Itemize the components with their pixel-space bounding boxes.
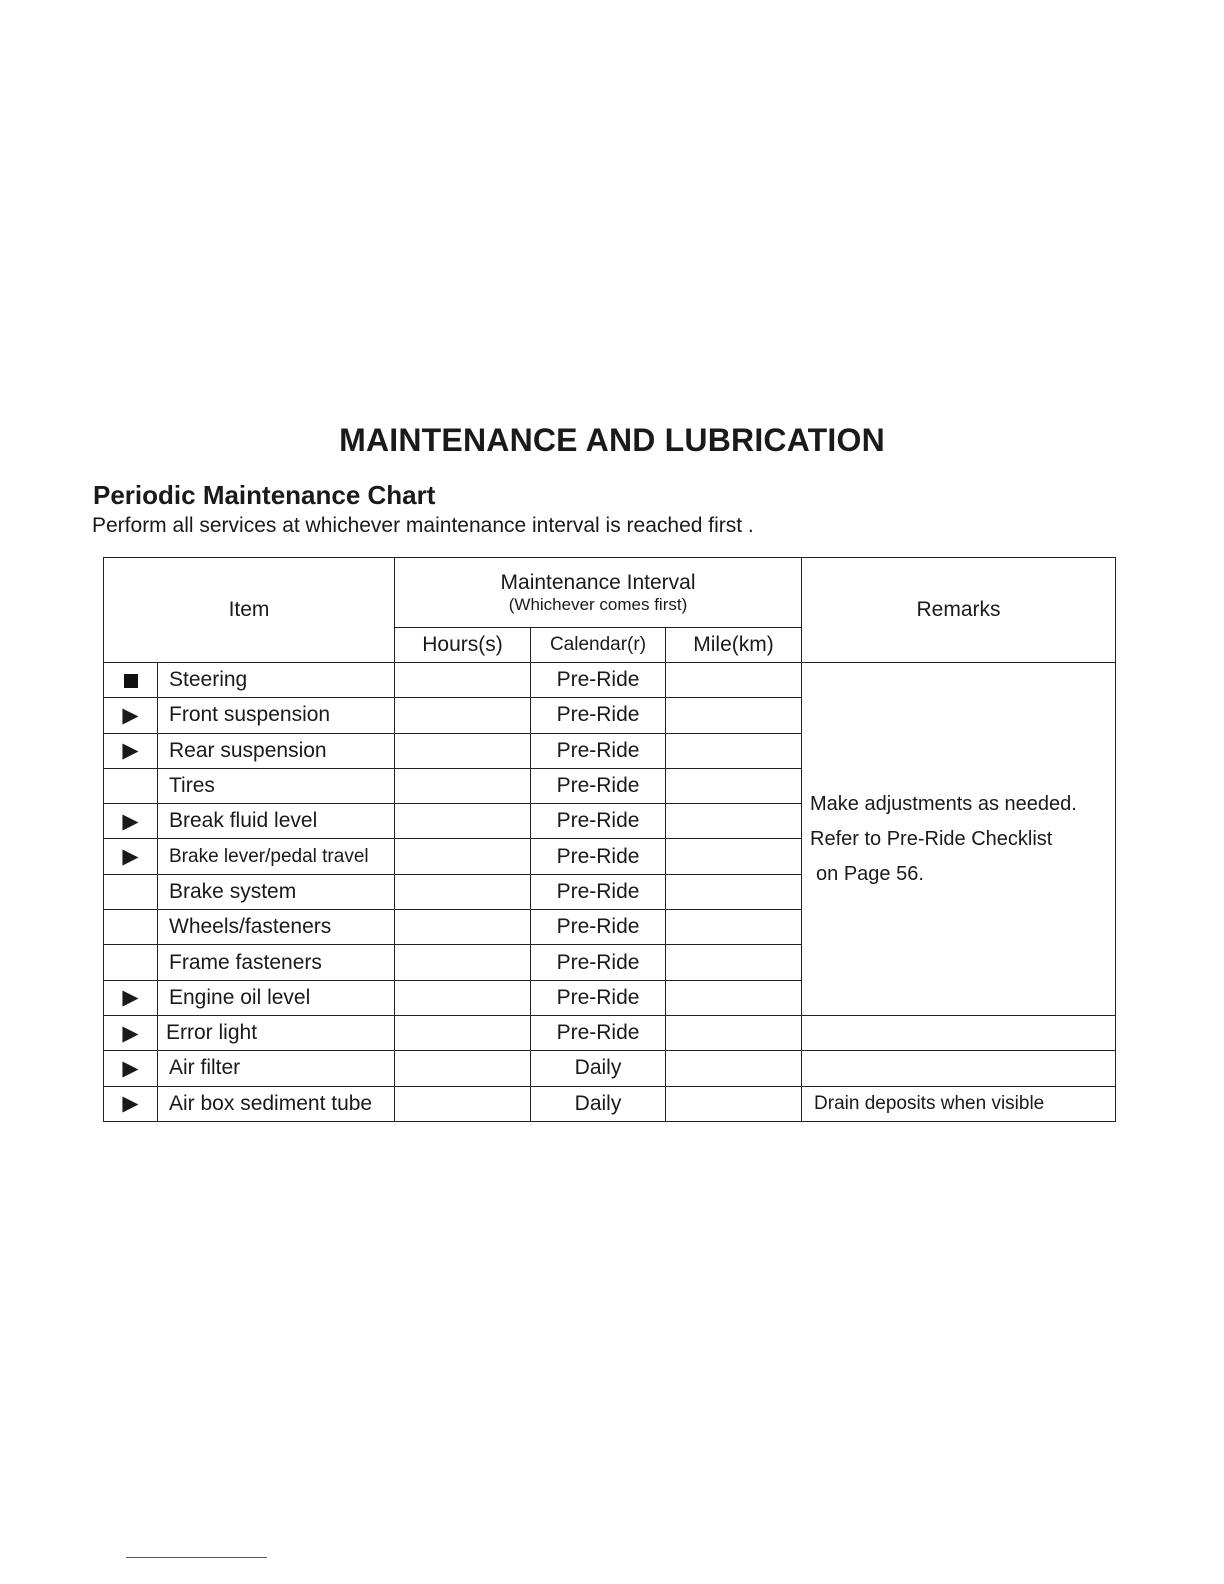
row-symbol xyxy=(104,663,158,698)
row-hours xyxy=(395,698,531,733)
row-calendar: Pre-Ride xyxy=(531,980,666,1015)
row-calendar: Pre-Ride xyxy=(531,945,666,980)
triangle-icon: ▶ xyxy=(104,1086,158,1121)
row-mile xyxy=(666,733,802,768)
row-calendar: Daily xyxy=(531,1051,666,1086)
row-hours xyxy=(395,1086,531,1121)
header-item: Item xyxy=(104,558,395,663)
row-symbol xyxy=(104,768,158,803)
row-mile xyxy=(666,980,802,1015)
row-item: Engine oil level xyxy=(158,980,395,1015)
square-icon xyxy=(124,674,138,688)
row-mile xyxy=(666,839,802,874)
header-hours: Hours(s) xyxy=(395,628,531,663)
triangle-icon: ▶ xyxy=(104,1051,158,1086)
triangle-icon: ▶ xyxy=(104,804,158,839)
row-hours xyxy=(395,980,531,1015)
row-mile xyxy=(666,874,802,909)
header-calendar: Calendar(r) xyxy=(531,628,666,663)
row-item: Wheels/fasteners xyxy=(158,910,395,945)
row-item: Steering xyxy=(158,663,395,698)
row-item: Frame fasteners xyxy=(158,945,395,980)
triangle-icon: ▶ xyxy=(104,839,158,874)
table-row xyxy=(104,663,1116,698)
row-mile xyxy=(666,698,802,733)
table-row xyxy=(104,1086,1116,1121)
row-calendar: Pre-Ride xyxy=(531,768,666,803)
row-calendar: Pre-Ride xyxy=(531,874,666,909)
row-hours xyxy=(395,663,531,698)
table-row xyxy=(104,1015,1116,1050)
triangle-icon: ▶ xyxy=(104,1015,158,1050)
row-symbol xyxy=(104,945,158,980)
section-title: Periodic Maintenance Chart xyxy=(93,480,436,510)
header-row xyxy=(104,558,1116,628)
row-mile xyxy=(666,804,802,839)
row-symbol xyxy=(104,874,158,909)
remarks-line-3: on Page 56. xyxy=(816,863,924,885)
row-hours xyxy=(395,1015,531,1050)
intro-text: Perform all services at whichever maintenance interval is reached first . xyxy=(92,514,754,537)
row-item: Air filter xyxy=(158,1051,395,1086)
row-symbol xyxy=(104,910,158,945)
remarks-line-2: Refer to Pre-Ride Checklist xyxy=(810,828,1053,850)
row-item: Front suspension xyxy=(158,698,395,733)
header-interval xyxy=(395,558,802,628)
row-hours xyxy=(395,804,531,839)
row-hours xyxy=(395,733,531,768)
row-calendar: Pre-Ride xyxy=(531,910,666,945)
row-hours xyxy=(395,910,531,945)
row-hours xyxy=(395,945,531,980)
page-title: MAINTENANCE AND LUBRICATION xyxy=(339,422,885,458)
row-remarks xyxy=(802,1015,1116,1050)
row-hours xyxy=(395,1051,531,1086)
row-calendar: Pre-Ride xyxy=(531,698,666,733)
row-calendar: Pre-Ride xyxy=(531,839,666,874)
row-remarks xyxy=(802,1051,1116,1086)
row-item: Tires xyxy=(158,768,395,803)
row-item: Break fluid level xyxy=(158,804,395,839)
row-calendar: Daily xyxy=(531,1086,666,1121)
row-mile xyxy=(666,910,802,945)
remarks-merged xyxy=(802,663,1116,1016)
row-mile xyxy=(666,1015,802,1050)
row-hours xyxy=(395,839,531,874)
row-mile xyxy=(666,1051,802,1086)
row-mile xyxy=(666,945,802,980)
row-item: Rear suspension xyxy=(158,733,395,768)
row-hours xyxy=(395,874,531,909)
triangle-icon: ▶ xyxy=(104,980,158,1015)
row-item: Air box sediment tube xyxy=(158,1086,395,1121)
header-remarks: Remarks xyxy=(802,558,1116,663)
row-item: Error light xyxy=(158,1015,395,1050)
row-calendar: Pre-Ride xyxy=(531,663,666,698)
row-item: Brake system xyxy=(158,874,395,909)
row-calendar: Pre-Ride xyxy=(531,733,666,768)
row-remarks: Drain deposits when visible xyxy=(802,1086,1116,1121)
row-calendar: Pre-Ride xyxy=(531,1015,666,1050)
triangle-icon: ▶ xyxy=(104,733,158,768)
row-mile xyxy=(666,663,802,698)
row-mile xyxy=(666,1086,802,1121)
table-row xyxy=(104,1051,1116,1086)
header-interval-label: Maintenance Interval xyxy=(500,570,696,594)
remarks-line-1: Make adjustments as needed. xyxy=(810,793,1077,815)
header-interval-sub: (Whichever comes first) xyxy=(508,594,688,614)
row-calendar: Pre-Ride xyxy=(531,804,666,839)
maintenance-chart xyxy=(103,557,1116,1122)
row-item: Brake lever/pedal travel xyxy=(158,839,395,874)
row-hours xyxy=(395,768,531,803)
footer-link-rule[interactable] xyxy=(126,1557,267,1558)
header-mile: Mile(km) xyxy=(666,628,802,663)
row-mile xyxy=(666,768,802,803)
triangle-icon: ▶ xyxy=(104,698,158,733)
